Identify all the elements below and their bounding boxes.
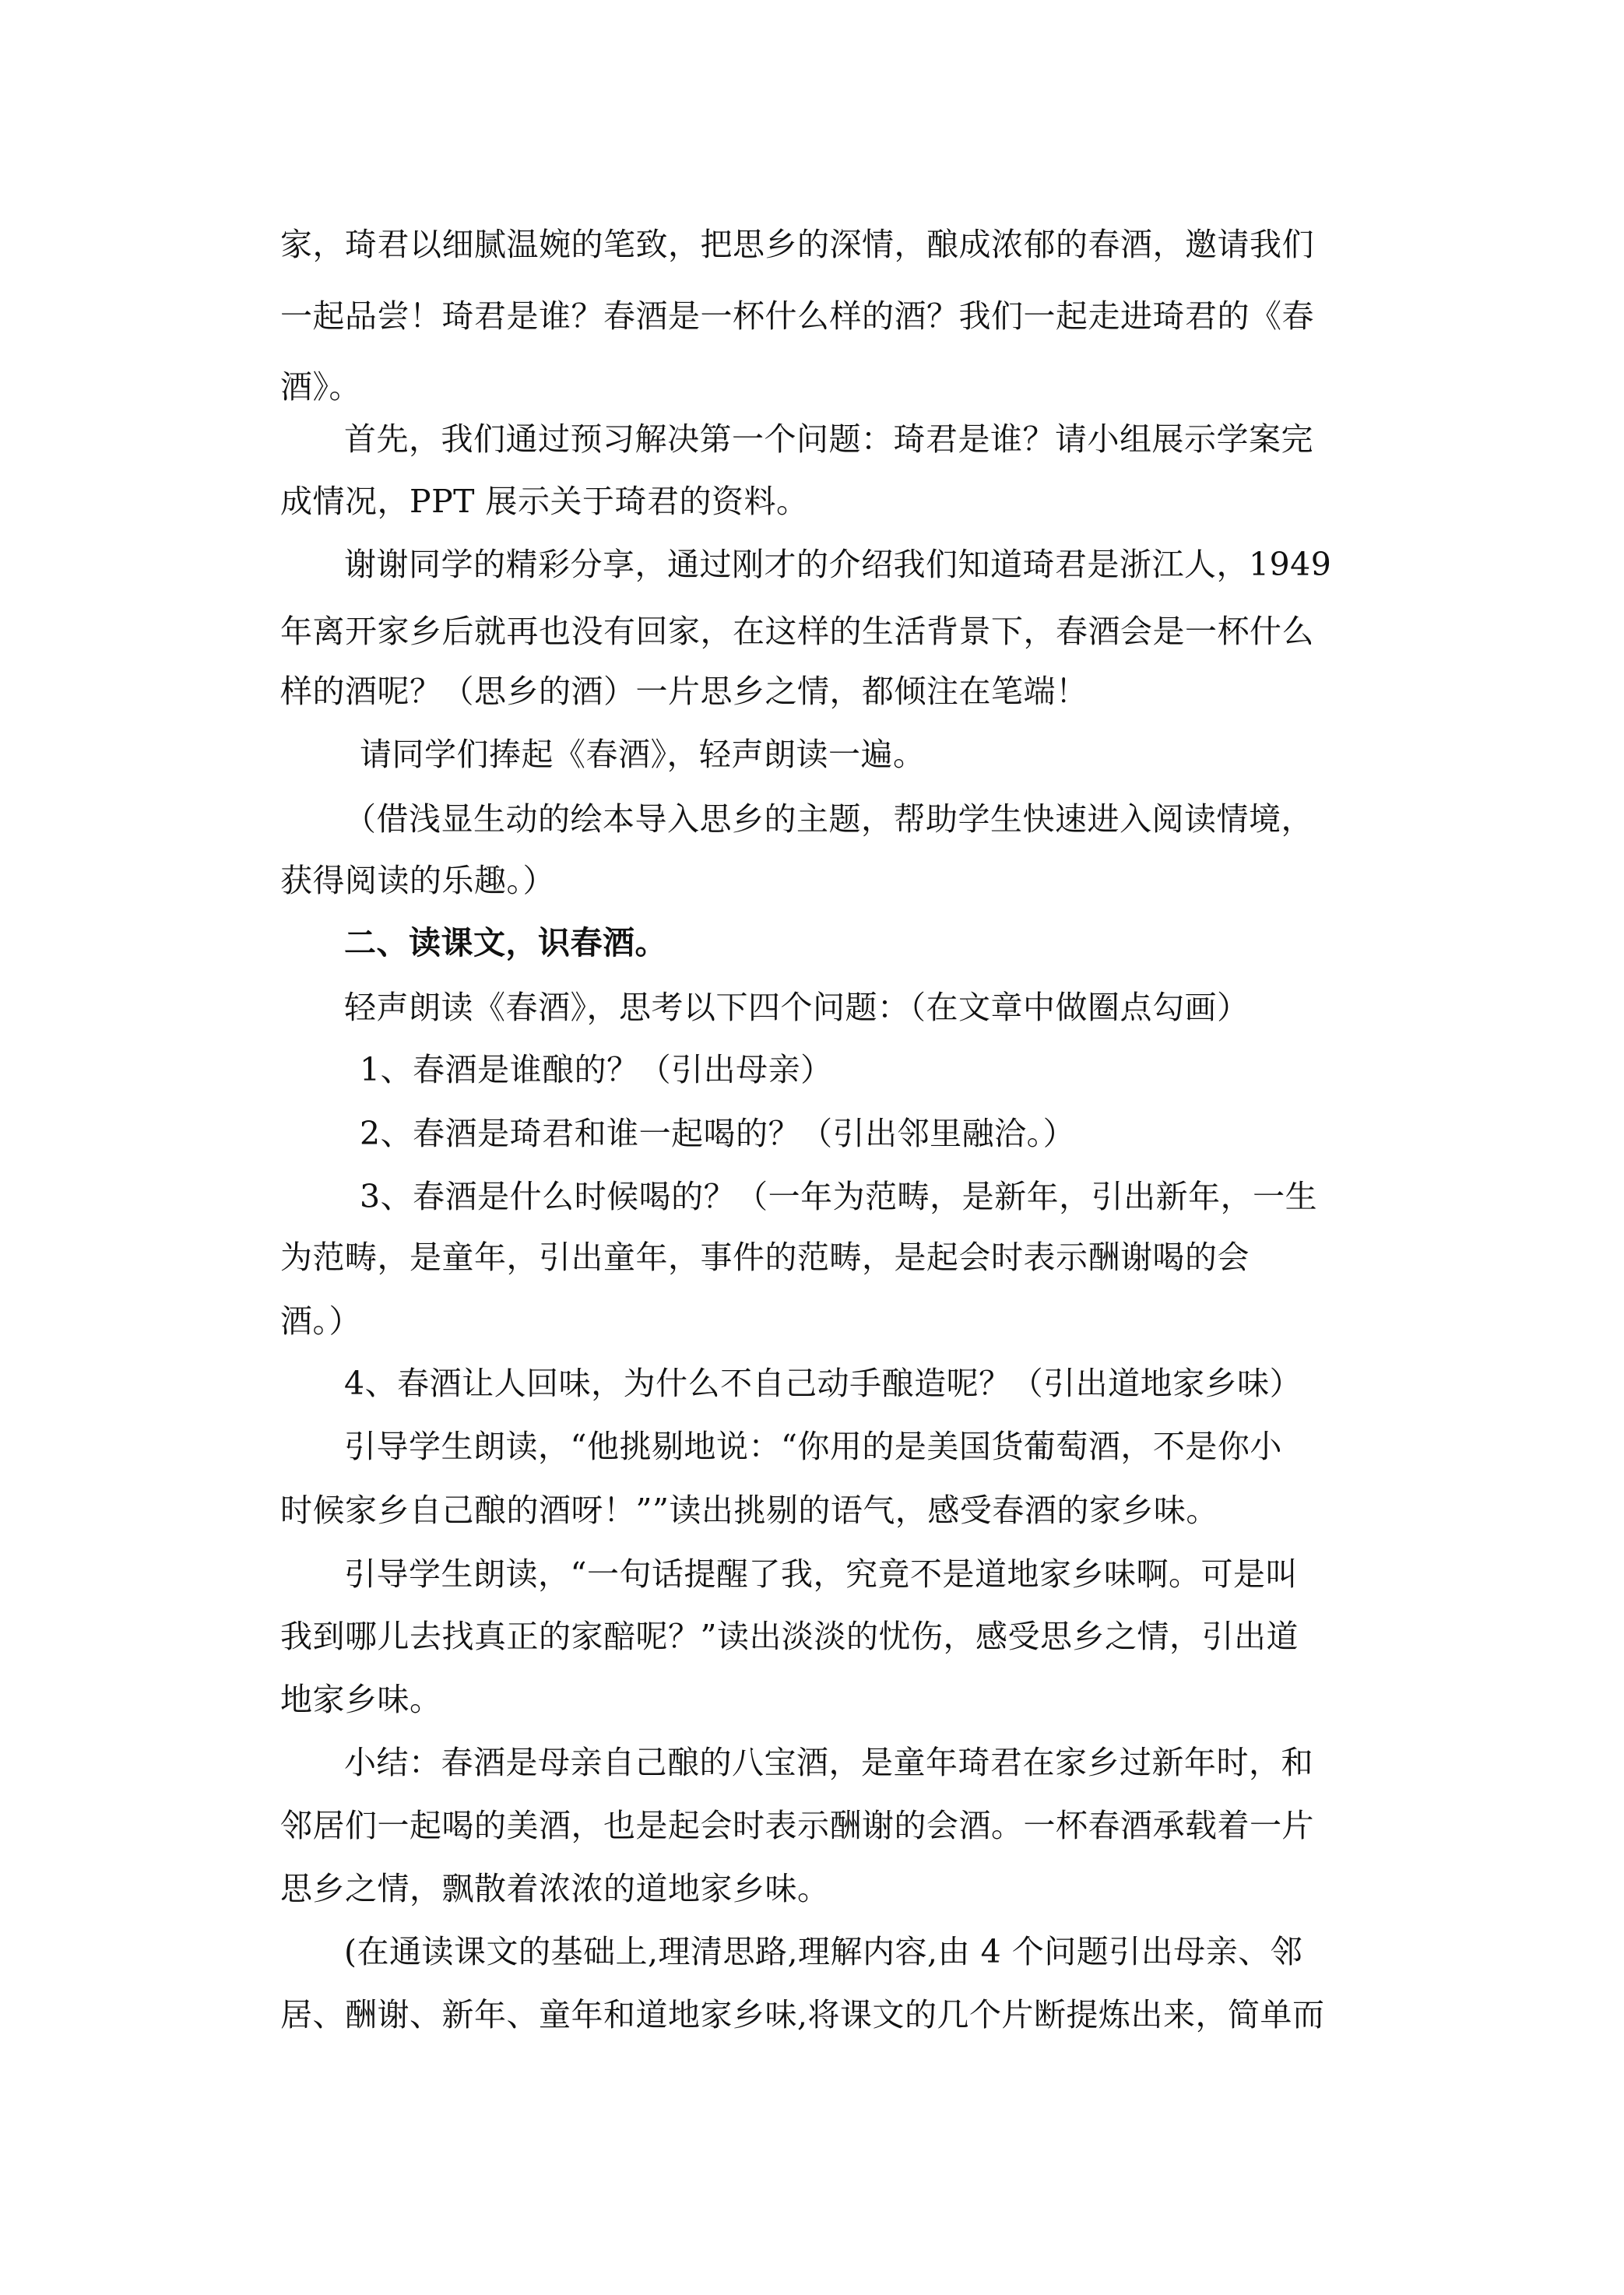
- text-line: 谢谢同学的精彩分享，通过刚才的介绍我们知道琦君是浙江人，1949: [344, 546, 1332, 583]
- text-line: 请同学们捧起《春酒》，轻声朗读一遍。: [360, 736, 926, 773]
- text-line: 小结：春酒是母亲自己酿的八宝酒，是童年琦君在家乡过新年时，和: [344, 1744, 1313, 1781]
- text-line: 酒》。: [280, 368, 361, 406]
- text-line: 获得阅读的乐趣。）: [280, 862, 555, 899]
- text-line: 地家乡味。: [280, 1681, 442, 1718]
- list-item: 1、春酒是谁酿的？（引出母亲）: [360, 1051, 833, 1088]
- text-line: 年离开家乡后就再也没有回家，在这样的生活背景下，春酒会是一杯什么: [280, 613, 1314, 650]
- text-line: 酒。）: [280, 1302, 361, 1340]
- text-line: 思乡之情，飘散着浓浓的道地家乡味。: [280, 1870, 830, 1907]
- text-line: (在通读课文的基础上,理清思路,理解内容,由 4 个问题引出母亲、邻: [344, 1933, 1303, 1970]
- text-line: 引导学生朗读，“一句话提醒了我，究竟不是道地家乡味啊。可是叫: [344, 1555, 1298, 1593]
- section-heading: 二、读课文，识春酒。: [344, 924, 667, 961]
- text-line: 首先，我们通过预习解决第一个问题：琦君是谁？请小组展示学案完: [344, 420, 1313, 458]
- text-line: 我到哪儿去找真正的家醅呢？”读出淡淡的忧伤，感受思乡之情，引出道: [280, 1618, 1299, 1655]
- text-line: 时候家乡自己酿的酒呀！””读出挑剔的语气，感受春酒的家乡味。: [280, 1492, 1218, 1529]
- text-line: 轻声朗读《春酒》，思考以下四个问题：（在文章中做圈点勾画）: [344, 989, 1250, 1026]
- list-item: 4、春酒让人回味，为什么不自己动手酿造呢？（引出道地家乡味）: [344, 1365, 1302, 1402]
- text-line: 家，琦君以细腻温婉的笔致，把思乡的深情，酿成浓郁的春酒，邀请我们: [280, 226, 1314, 263]
- list-item: 2、春酒是琦君和谁一起喝的？（引出邻里融洽。）: [360, 1115, 1076, 1152]
- text-line: （借浅显生动的绘本导入思乡的主题，帮助学生快速进入阅读情境，: [344, 800, 1313, 838]
- text-line: 样的酒呢？（思乡的酒）一片思乡之情，都倾注在笔端！: [280, 673, 1088, 710]
- text-line: 引导学生朗读，“他挑剔地说：“你用的是美国货葡萄酒，不是你小: [344, 1428, 1282, 1465]
- text-line: 成情况，PPT 展示关于琦君的资料。: [280, 483, 809, 520]
- text-line: 一起品尝！琦君是谁？春酒是一杯什么样的酒？我们一起走进琦君的《春: [280, 297, 1314, 335]
- text-line: 为范畴，是童年，引出童年，事件的范畴，是起会时表示酬谢喝的会: [280, 1239, 1250, 1276]
- text-line: 居、酬谢、新年、童年和道地家乡味,将课文的几个片断提炼出来，简单而: [280, 1996, 1325, 2033]
- text-line: 邻居们一起喝的美酒，也是起会时表示酬谢的会酒。一杯春酒承载着一片: [280, 1807, 1314, 1844]
- list-item: 3、春酒是什么时候喝的？（一年为范畴，是新年，引出新年，一生: [360, 1178, 1318, 1215]
